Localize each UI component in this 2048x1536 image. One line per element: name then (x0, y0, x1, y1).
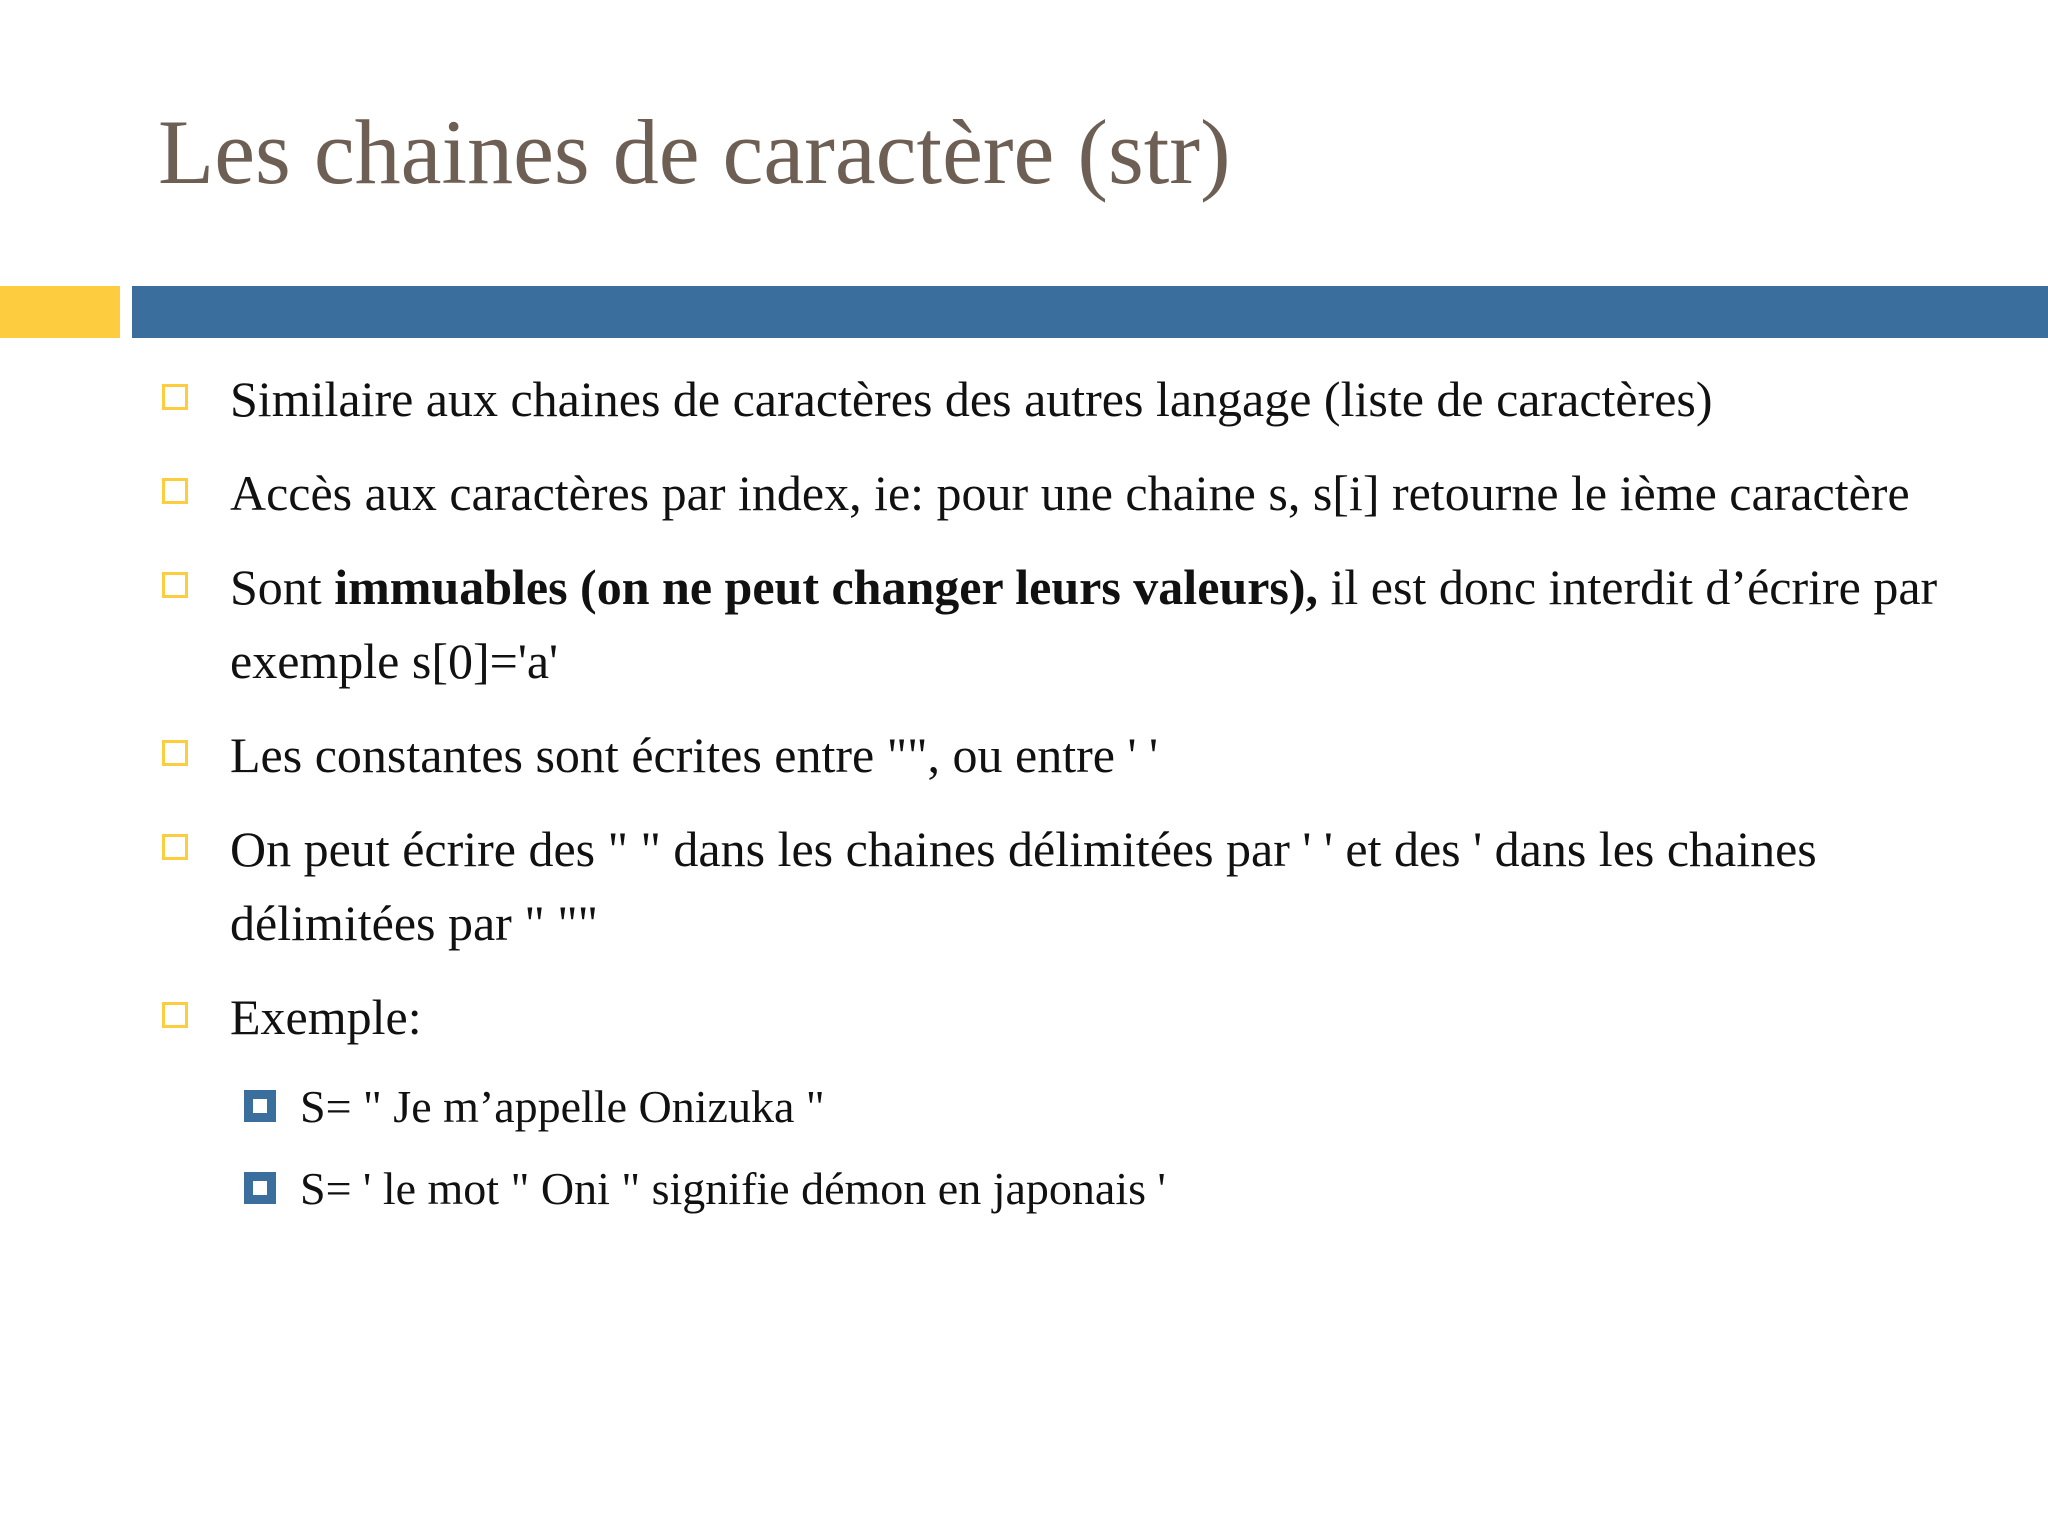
list-item (160, 812, 1990, 960)
list-item-text-bold: immuables (on ne peut changer leurs valeurs), (334, 559, 1318, 615)
list-item-text: Similaire aux chaines de caractères des autres langage (liste de caractères) (230, 371, 1713, 427)
sub-list-item (160, 1156, 1990, 1222)
list-item (160, 362, 1990, 436)
hollow-square-icon (162, 384, 188, 410)
list-item (160, 456, 1990, 530)
list-item-text: Les constantes sont écrites entre "", ou entre ' ' (230, 727, 1158, 783)
sub-list-item (160, 1074, 1990, 1140)
list-item-text: On peut écrire des " " dans les chaines délimitées par ' ' et des ' dans les chaines délimitées par " "" (230, 821, 1817, 951)
hollow-square-icon (162, 572, 188, 598)
hollow-square-icon (162, 478, 188, 504)
list-item (160, 718, 1990, 792)
hollow-square-icon (162, 1002, 188, 1028)
list-item-text: Accès aux caractères par index, ie: pour une chaine s, s[i] retourne le ième caractère (230, 465, 1910, 521)
hollow-square-icon (162, 834, 188, 860)
list-item-text-suffix: il est donc interdit d’écrire par exemple s[0]='a' (230, 559, 1938, 689)
filled-square-icon (244, 1090, 276, 1122)
title-accent-bar (0, 286, 120, 338)
list-item (160, 550, 1990, 698)
sub-list-item-text: S= " Je m’appelle Onizuka " (300, 1081, 825, 1132)
hollow-square-icon (162, 740, 188, 766)
list-item-text: Exemple: (230, 989, 422, 1045)
title-divider-bar (132, 286, 2048, 338)
slide-title: Les chaines de caractère (str) (158, 101, 1231, 203)
filled-square-icon (244, 1172, 276, 1204)
bullet-list (160, 362, 1990, 1238)
sub-list-item-text: S= ' le mot " Oni " signifie démon en japonais ' (300, 1163, 1166, 1214)
list-item-text-prefix: Sont (230, 559, 335, 615)
list-item (160, 980, 1990, 1054)
